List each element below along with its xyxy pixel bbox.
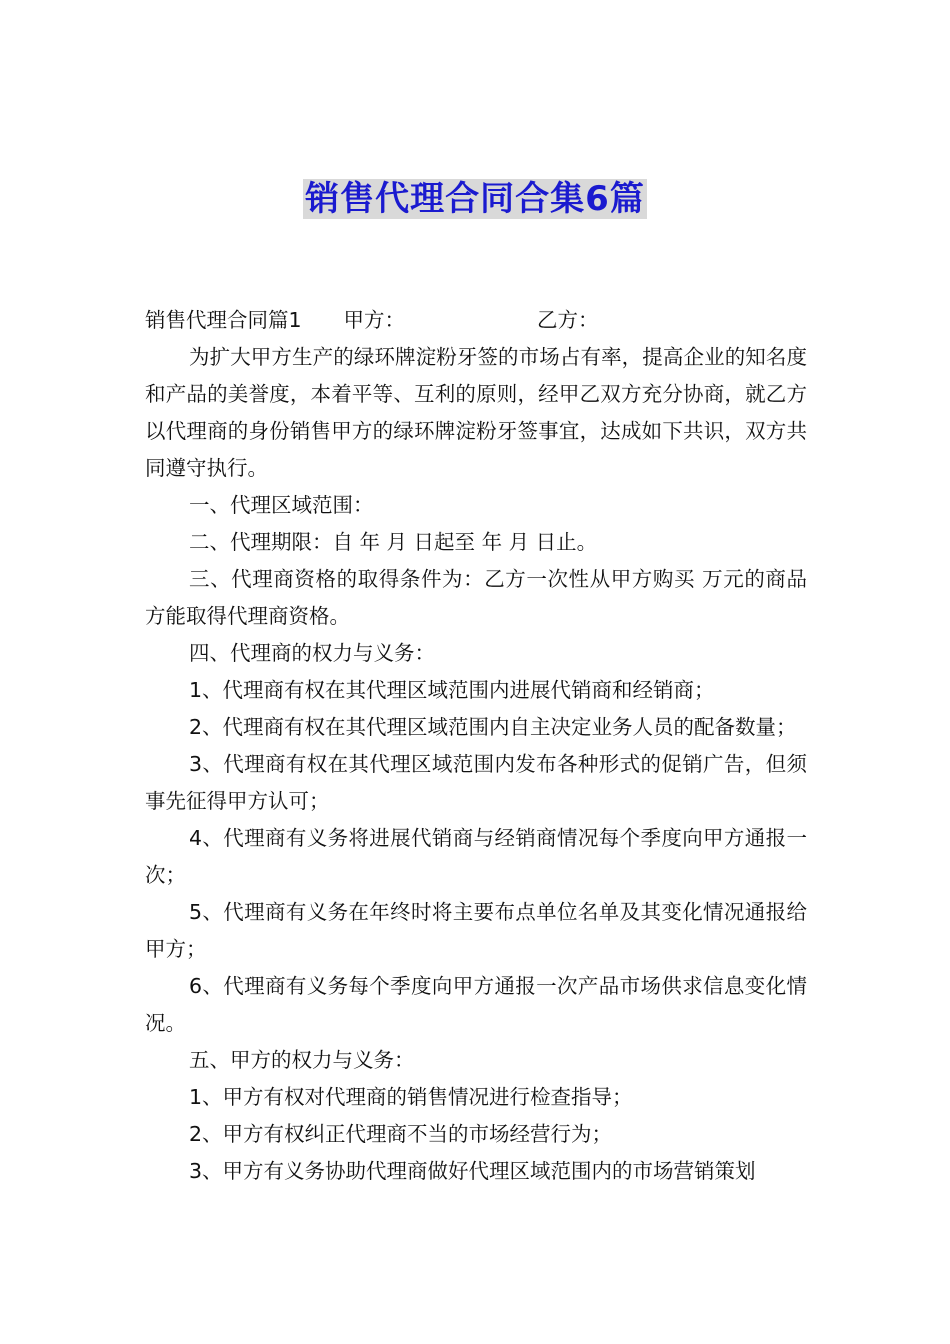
party-a-label: 甲方： [343, 308, 406, 332]
paragraph-item: 4、代理商有义务将进展代销商与经销商情况每个季度向甲方通报一次； [145, 826, 807, 887]
paragraph-item: 2、甲方有权纠正代理商不当的市场经营行为； [189, 1122, 613, 1146]
paragraph-item: 6、代理商有义务每个季度向甲方通报一次产品市场供求信息变化情况。 [145, 974, 807, 1035]
paragraph-section-2: 二、代理期限：自 年 月 日起至 年 月 日止。 [189, 530, 598, 554]
paragraph-section-1: 一、代理区域范围： [189, 493, 374, 517]
document-body [145, 302, 807, 1190]
paragraph-item: 3、甲方有义务协助代理商做好代理区域范围内的市场营销策划 [189, 1159, 756, 1183]
paragraph-item: 5、代理商有义务在年终时将主要布点单位名单及其变化情况通报给甲方； [145, 900, 807, 961]
document-title [0, 176, 950, 222]
paragraph-item: 1、代理商有权在其代理区域范围内进展代销商和经销商； [189, 678, 715, 702]
paragraph-item: 2、代理商有权在其代理区域范围内自主决定业务人员的配备数量； [189, 715, 797, 739]
contract-label: 销售代理合同篇1 [145, 308, 302, 332]
paragraph-section-3: 三、代理商资格的取得条件为：乙方一次性从甲方购买 万元的商品方能取得代理商资格。 [145, 567, 807, 628]
paragraph-item: 1、甲方有权对代理商的销售情况进行检查指导； [189, 1085, 633, 1109]
paragraph-section-4: 四、代理商的权力与义务： [189, 641, 435, 665]
document-title-text: 销售代理合同合集6篇 [305, 179, 645, 219]
party-b-label: 乙方： [537, 308, 599, 332]
paragraph-section-5: 五、甲方的权力与义务： [189, 1048, 415, 1072]
contract-header [145, 302, 807, 339]
paragraph-intro: 为扩大甲方生产的绿环牌淀粉牙签的市场占有率，提高企业的知名度和产品的美誉度，本着平等、互利的原则，经甲乙双方充分协商，就乙方以代理商的身份销售甲方的绿环牌淀粉牙签事宜，达成如下共识，双方共同遵守执行。 [145, 345, 807, 480]
paragraph-item: 3、代理商有权在其代理区域范围内发布各种形式的促销广告，但须事先征得甲方认可； [145, 752, 807, 813]
